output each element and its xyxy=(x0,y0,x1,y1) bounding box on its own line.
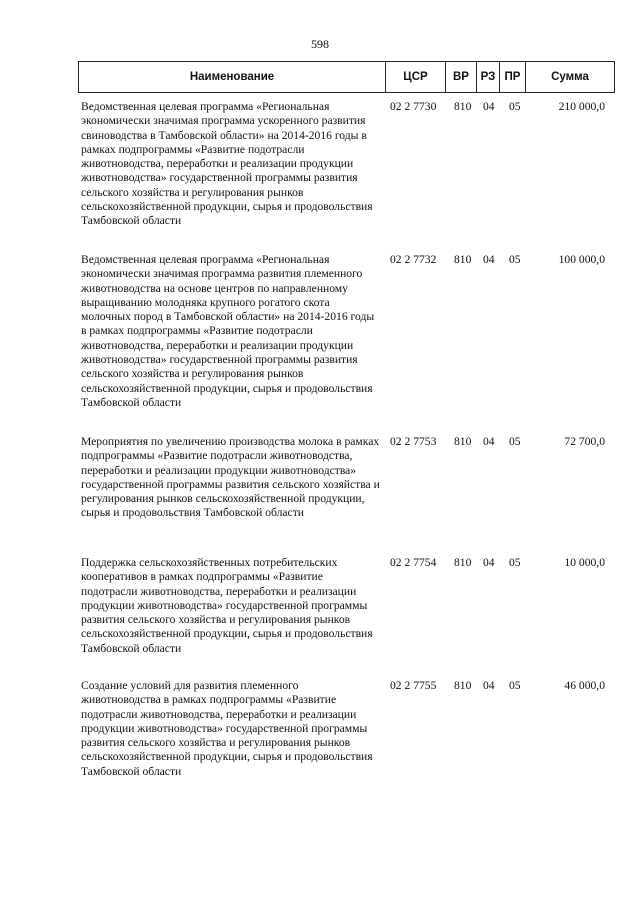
page-number: 598 xyxy=(311,37,329,51)
row-vr: 810 xyxy=(454,253,472,266)
row-csr: 02 2 7753 xyxy=(390,435,437,448)
row-vr: 810 xyxy=(454,100,472,113)
header-name: Наименование xyxy=(79,62,386,92)
row-csr: 02 2 7730 xyxy=(390,100,437,113)
table-header xyxy=(78,61,615,93)
row-name: Ведомственная целевая программа «Региональная экономически значимая программа ускоренного развития свиноводства в Тамбовской области» на 2014-2016 годы в рамках подпрограммы «Развитие подотрасли животноводства, переработки и реализации продукции животноводства» государственной программы развития сельского хозяйства и регулирования рынков сельскохозяйственной продукции, сырья и продовольствия Тамбовской области xyxy=(81,100,373,228)
row-name: Ведомственная целевая программа «Региональная экономически значимая программа развития племенного животноводства на основе центров по направленному выращиванию молодняка крупного рогатого скота молочных пород в Тамбовской области» на 2014-2016 годы в рамках подпрограммы «Развитие подотрасли животноводства, переработки и реализации продукции животноводства» государственной программы развития сельского хозяйства и регулирования рынков сельскохозяйственной продукции, сырья и продовольствия Тамбовской области xyxy=(81,253,375,409)
row-rz: 04 xyxy=(483,679,495,692)
row-name: Мероприятия по увеличению производства молока в рамках подпрограммы «Развитие подотрасли животноводства, переработки и реализации продукции животноводства» государственной программы развития сельского хозяйства и регулирования рынков сельскохозяйственной продукции, сырья и продовольствия Тамбовской области xyxy=(81,435,380,520)
header-sum: Сумма xyxy=(551,71,589,83)
row-name: Создание условий для развития племенного животноводства в рамках подпрограммы «Развитие подотрасли животноводства, переработки и реализации продукции животноводства» государственной программы развития сельского хозяйства и регулирования рынков сельскохозяйственной продукции, сырья и продовольствия Тамбовской области xyxy=(81,679,373,778)
header-pr: ПР xyxy=(500,62,526,92)
row-rz: 04 xyxy=(483,100,495,113)
row-rz: 04 xyxy=(483,435,495,448)
row-name: Поддержка сельскохозяйственных потребительских кооперативов в рамках подпрограммы «Развитие подотрасли животноводства, переработки и реализации продукции животноводства» государственной программы развития сельского хозяйства и регулирования рынков сельскохозяйственной продукции, сырья и продовольствия Тамбовской области xyxy=(81,556,373,655)
row-pr: 05 xyxy=(509,556,521,569)
row-sum: 10 000,0 xyxy=(564,556,605,569)
row-vr: 810 xyxy=(454,556,472,569)
header-rz: РЗ xyxy=(477,62,500,92)
row-pr: 05 xyxy=(509,679,521,692)
row-pr: 05 xyxy=(509,100,521,113)
header-vr: ВР xyxy=(446,62,477,92)
row-csr: 02 2 7732 xyxy=(390,253,437,266)
header-csr: ЦСР xyxy=(386,62,446,92)
row-csr: 02 2 7754 xyxy=(390,556,437,569)
row-vr: 810 xyxy=(454,435,472,448)
row-vr: 810 xyxy=(454,679,472,692)
row-pr: 05 xyxy=(509,435,521,448)
row-sum: 100 000,0 xyxy=(558,253,605,266)
row-sum: 72 700,0 xyxy=(564,435,605,448)
row-sum: 46 000,0 xyxy=(564,679,605,692)
row-rz: 04 xyxy=(483,253,495,266)
row-pr: 05 xyxy=(509,253,521,266)
row-rz: 04 xyxy=(483,556,495,569)
row-sum: 210 000,0 xyxy=(558,100,605,113)
row-csr: 02 2 7755 xyxy=(390,679,437,692)
